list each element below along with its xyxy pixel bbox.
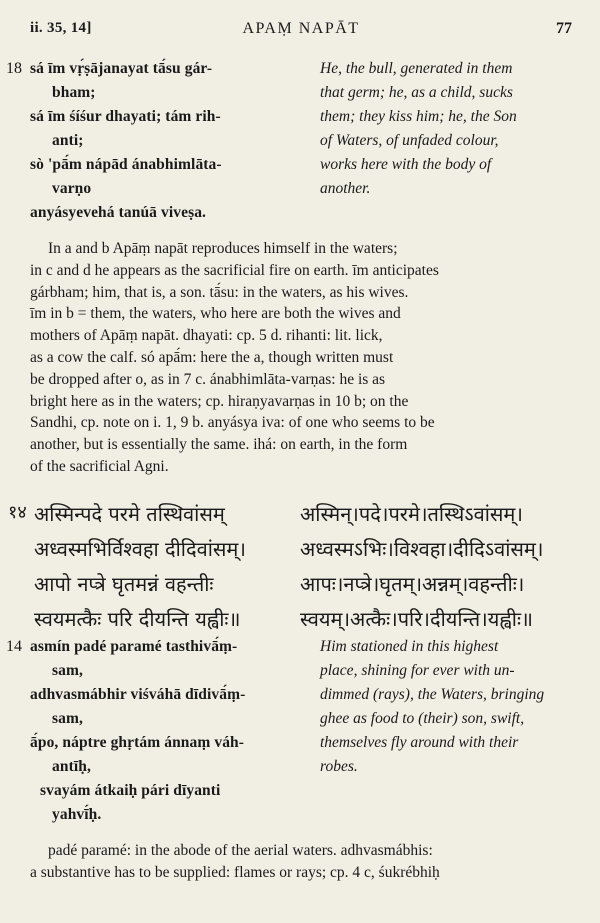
translation-line: themselves fly around with their — [320, 734, 519, 751]
translation-line: dimmed (rays), the Waters, bringing — [320, 686, 545, 703]
padapatha-line: स्वयम्।अत्कैः।परि।दीयन्ति।यह्वीः॥ — [300, 607, 533, 631]
sanskrit-line: asmín padé paramé tasthivā́ṃ- — [30, 638, 238, 655]
translation-line: place, shining for ever with un- — [320, 662, 515, 679]
commentary-line: be dropped after o, as in 7 c. ánabhimlāta-varṇas: he is as — [30, 370, 386, 388]
translation-line: of Waters, of unfaded colour, — [320, 132, 499, 149]
commentary-line: Sandhi, cp. note on i. 1, 9 b. anyásya iva: of one who seems to be — [30, 414, 435, 432]
sanskrit-line: anti; — [52, 132, 84, 149]
sanskrit-line: sá īm vṛ́ṣājanayat tā́su gár- — [30, 60, 213, 77]
sanskrit-line: varṇo — [52, 180, 92, 197]
padapatha-line: अध्वस्मऽभिः।विश्वहा।दीदिऽवांसम्। — [300, 537, 544, 561]
commentary-line: a substantive has to be supplied: flames or rays; cp. 4 c, śukrébhiḥ — [30, 863, 440, 881]
verse-number: 18 — [6, 60, 22, 77]
devanagari-verse-number: १४ — [8, 502, 27, 523]
sanskrit-line: sam, — [52, 662, 83, 679]
header-title: APAṂ NAPĀT — [242, 20, 360, 37]
translation-line: He, the bull, generated in them — [320, 60, 513, 77]
page-number: 77 — [556, 20, 572, 37]
translation-line: robes. — [320, 758, 358, 775]
padapatha-line: अस्मिन्।पदे।परमे।तस्थिऽवांसम्। — [300, 502, 523, 526]
sanskrit-line: sam, — [52, 710, 83, 727]
verse-14 — [0, 638, 600, 830]
running-header — [30, 20, 572, 42]
padapatha-line: आपः।नप्त्रे।घृतम्।अन्नम्।वहन्तीः। — [300, 572, 525, 596]
commentary-line: as a cow the calf. só apā́m: here the a, though written must — [30, 348, 394, 366]
sanskrit-line: anyásyevehá tanúā viveṣa. — [30, 204, 207, 221]
commentary-line: in c and d he appears as the sacrificial fire on earth. īm anticipates — [30, 261, 439, 279]
commentary-line: mothers of Apāṃ napāt. dhayati: cp. 5 d. rihanti: lit. lick, — [30, 327, 383, 345]
verse-number: 14 — [6, 638, 22, 655]
translation-line: them; they kiss him; he, the Son — [320, 108, 517, 125]
samhita-line: अस्मिन्पदे परमे तस्थिवांसम् — [34, 502, 225, 526]
commentary-18 — [30, 238, 588, 478]
translation-line: another. — [320, 180, 371, 197]
samhita-line: स्वयमत्कैः परि दीयन्ति यह्वीः॥ — [34, 607, 241, 631]
commentary-line: bright here as in the waters; cp. hiraṇyavarṇas in 10 b; on the — [30, 392, 409, 410]
sanskrit-line: ā́po, náptre ghṛtám ánnaṃ váh- — [30, 734, 245, 751]
devanagari-verse-14 — [0, 500, 600, 640]
sanskrit-line: yahvī́ḥ. — [52, 806, 102, 823]
sanskrit-line: antīḥ, — [52, 758, 91, 775]
header-reference: ii. 35, 14] — [30, 20, 92, 36]
sanskrit-line: svayám átkaiḥ pári dīyanti — [40, 782, 221, 799]
commentary-line: In a and b Apāṃ napāt reproduces himself in the waters; — [48, 240, 398, 257]
samhita-line: आपो नप्त्रे घृतमन्नं वहन्तीः — [34, 572, 214, 596]
verse-18 — [0, 60, 600, 228]
commentary-line: of the sacrificial Agni. — [30, 457, 169, 475]
sanskrit-line: sá īm śíśur dhayati; tám rih- — [30, 108, 221, 125]
commentary-14 — [30, 840, 588, 884]
translation-line: works here with the body of — [320, 156, 492, 173]
translation-line: Him stationed in this highest — [320, 638, 499, 655]
translation-line: ghee as food to (their) son, swift, — [320, 710, 525, 727]
sanskrit-line: adhvasmábhir viśváhā dīdivā́ṃ- — [30, 686, 246, 703]
commentary-line: īm in b = them, the waters, who here are both the wives and — [30, 305, 401, 323]
commentary-line: padé paramé: in the abode of the aerial waters. adhvasmábhis: — [48, 842, 433, 859]
translation-line: that germ; he, as a child, sucks — [320, 84, 513, 101]
commentary-line: another, but is essentially the same. ihá: on earth, in the form — [30, 436, 408, 454]
sanskrit-line: bham; — [52, 84, 96, 101]
sanskrit-line: sò 'pā́m nápād ánabhimlāta- — [30, 156, 222, 173]
samhita-line: अध्वस्मभिर्विश्वहा दीदिवांसम्। — [34, 537, 246, 561]
commentary-line: gárbham; him, that is, a son. tā́su: in the waters, as his wives. — [30, 283, 409, 301]
